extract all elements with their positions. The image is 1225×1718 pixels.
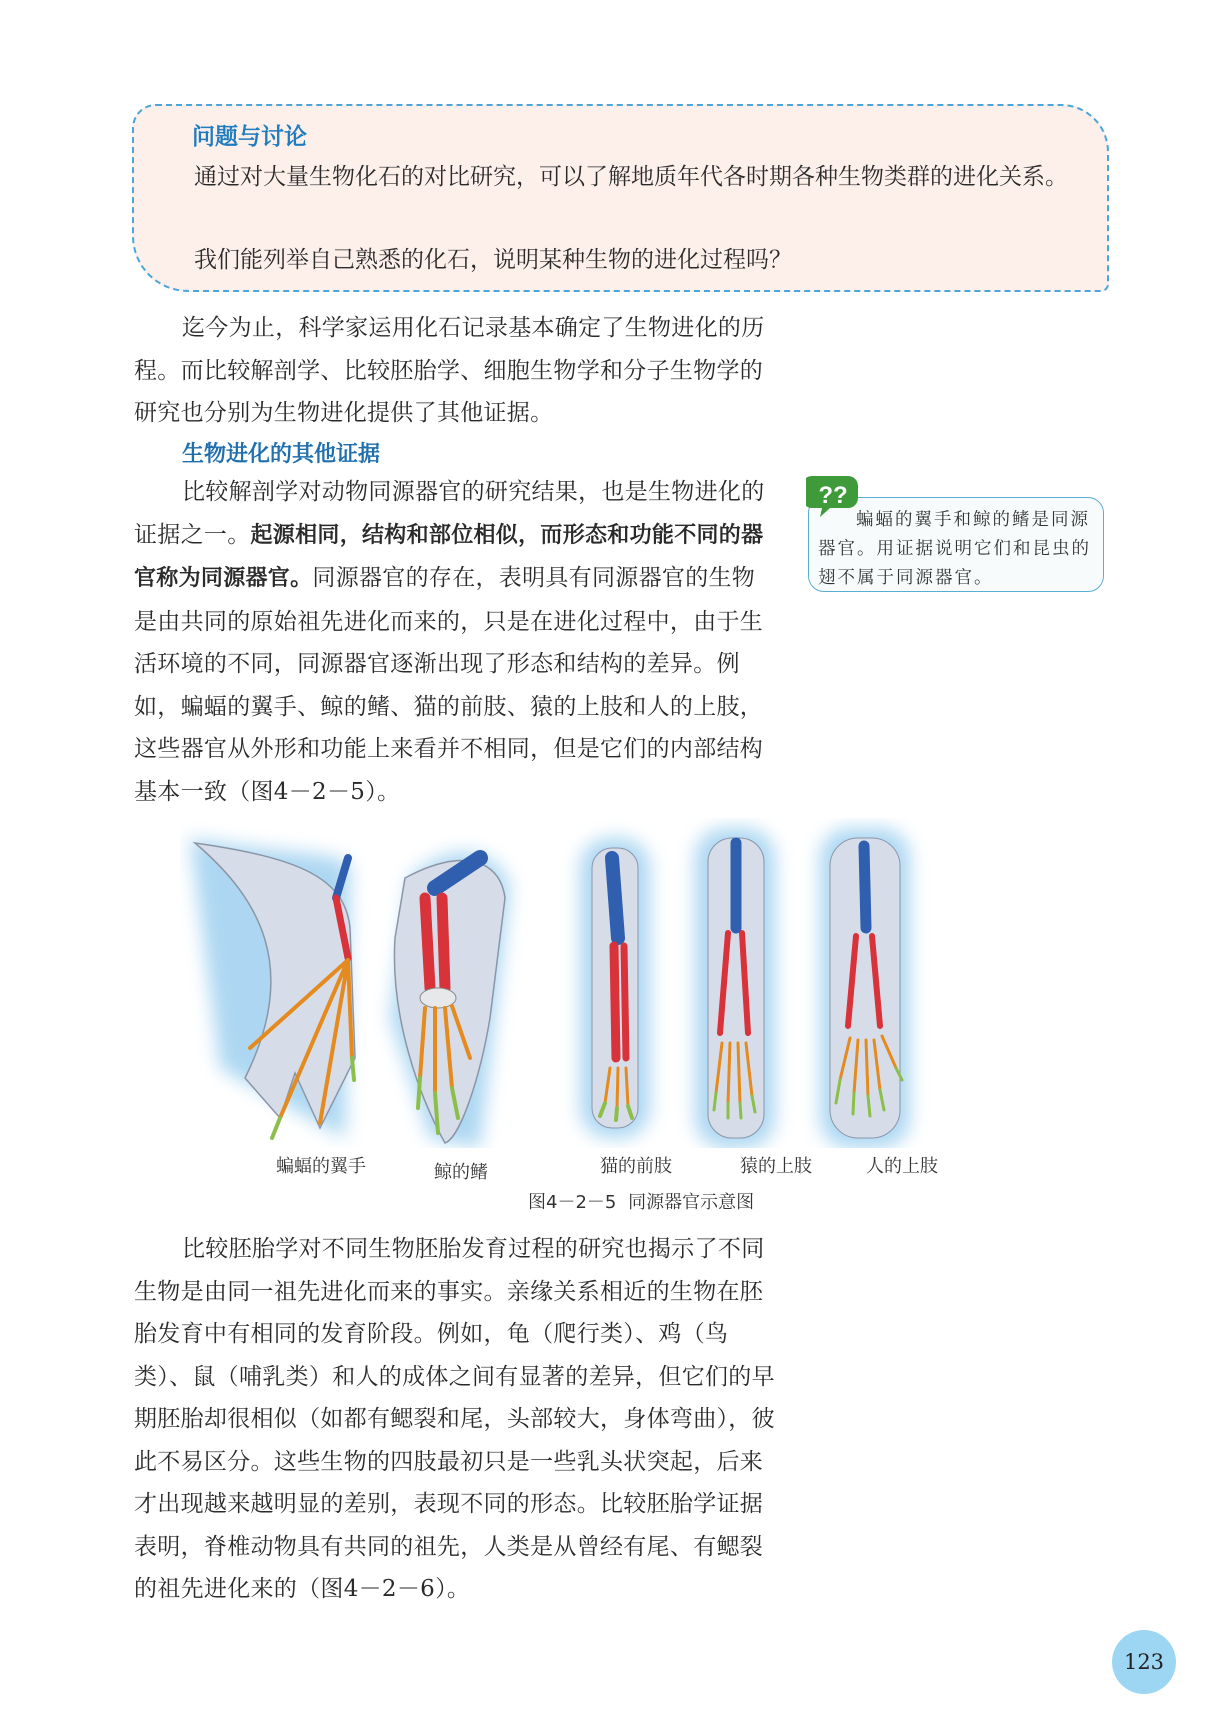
cat-forelimb [592,848,638,1128]
homologous-paragraph [134,471,776,813]
label-cat-forelimb: 猫的前肢 [600,1156,672,1177]
discussion-paragraph-1: 通过对大量生物化石的对比研究，可以了解地质年代各时期各种生物类群的进化关系。 [194,164,1068,190]
discussion-title: 问题与讨论 [192,124,307,150]
label-human-upper-limb: 人的上肢 [866,1156,938,1177]
label-whale-flipper: 鲸的鳍 [434,1162,488,1183]
homologous-definition: 起源相同，结构和部位相似，而形态和功能不同的器官称为同源器官。 [134,522,764,591]
homologous-organs-figure [180,818,950,1148]
embryology-paragraph: 比较胚胎学对不同生物胚胎发育过程的研究也揭示了不同生物是由同一祖先进化而来的事实。亲缘关系相近的生物在胚胎发育中有相同的发育阶段。例如，龟（爬行类）、鸡（鸟类）、鼠（哺乳类）和人的成体之间有显著的差异，但它们的早期胚胎却很相似（如都有鳃裂和尾，头部较大，身体弯曲），彼此不易区分。这些生物的四肢最初只是一些乳头状突起，后来才出现越来越明显的差别，表现不同的形态。比较胚胎学证据表明，脊椎动物具有共同的祖先，人类是从曾经有尾、有鳃裂的祖先进化来的（图4－2－6）。 [134,1236,775,1602]
label-ape-upper-limb: 猿的上肢 [740,1156,812,1177]
intro-paragraph: 迄今为止，科学家运用化石记录基本确定了生物进化的历程。而比较解剖学、比较胚胎学、细胞生物学和分子生物学的研究也分别为生物进化提供了其他证据。 [134,315,765,426]
ape-upper-limb [708,838,764,1138]
side-note-text: 蝙蝠的翼手和鲸的鳍是同源器官。用证据说明它们和昆虫的翅不属于同源器官。 [818,510,1091,588]
page-number: 123 [1112,1630,1176,1694]
homologous-text-before: 比较解剖学对动物同源器官的研究结果，也是生物进化的证据之一。 [134,479,765,548]
discussion-paragraph-2: 我们能列举自己熟悉的化石，说明某种生物的进化过程吗？ [194,247,792,273]
whale-flipper [394,858,505,1143]
figure-caption: 图4－2－5 同源器官示意图 [528,1192,755,1213]
section-title: 生物进化的其他证据 [182,442,381,467]
human-upper-limb [830,838,902,1138]
label-bat-wing: 蝙蝠的翼手 [276,1156,366,1177]
homologous-text-after: 同源器官的存在，表明具有同源器官的生物是由共同的原始祖先进化而来的，只是在进化过程中，由于生活环境的不同，同源器官逐渐出现了形态和结构的差异。例如，蝙蝠的翼手、鲸的鳍、猫的前肢、猿的上肢和人的上肢，这些器官从外形和功能上来看并不相同，但是它们的内部结构基本一致（图4－2－5）。 [134,565,764,805]
question-icon-text: ?? [818,482,848,509]
